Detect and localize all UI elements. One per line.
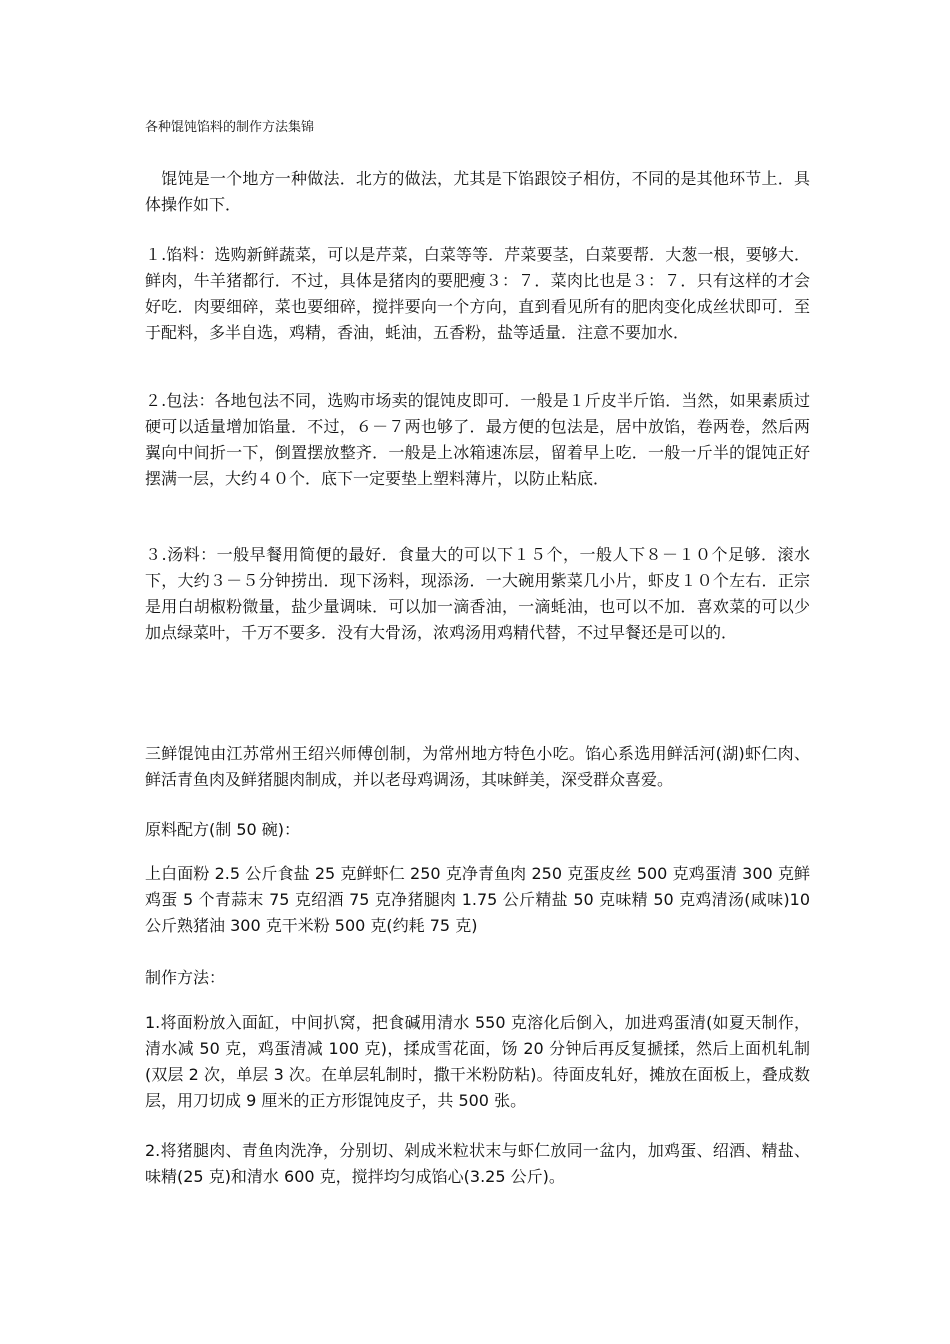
section-wrapping-paragraph: ２.包法：各地包法不同，选购市场卖的馄饨皮即可．一般是１斤皮半斤馅．当然，如果素质过硬可以适量增加馅量．不过，６－７两也够了．最方便的包法是，居中放馅，卷两卷，然后两翼向中间折一下，倒置摆放整齐．一般是上冰箱速冻层，留着早上吃．一般一斤半的馄饨正好摆满一层，大约４０个．底下一定要垫上塑料薄片，以防止粘底． — [145, 391, 810, 488]
recipe-heading: 原料配方(制 50 碗)： — [145, 820, 301, 839]
method-step-2: 2.将猪腿肉、青鱼肉洗净，分别切、剁成米粒状末与虾仁放同一盆内，加鸡蛋、绍酒、精盐、味精(25 克)和清水 600 克，搅拌均匀成馅心(3.25 公斤)。 — [145, 1141, 810, 1186]
section-filling-paragraph: １.馅料：选购新鲜蔬菜，可以是芹菜，白菜等等．芹菜要茎，白菜要帮．大葱一根，要够大．鲜肉，牛羊猪都行．不过，具体是猪肉的要肥瘦３：７．菜肉比也是３：７．只有这样的才会好吃．肉要细碎，菜也要细碎，搅拌要向一个方向，直到看见所有的肥肉变化成丝状即可．至于配料，多半自选，鸡精，香油，蚝油，五香粉，盐等适量．注意不要加水． — [145, 245, 810, 342]
intro-paragraph: 馄饨是一个地方一种做法．北方的做法，尤其是下馅跟饺子相仿，不同的是其他环节上．具体操作如下． — [145, 169, 810, 214]
method-heading: 制作方法： — [145, 968, 226, 987]
method-step-1: 1.将面粉放入面缸，中间扒窝，把食碱用清水 550 克溶化后倒入，加进鸡蛋清(如夏天制作，清水减 50 克，鸡蛋清减 100 克)，揉成雪花面，饧 20 分钟后再反复搋揉，然后上面机轧制(双层 2 次，单层 3 次。在单层轧制时，撒干米粉防粘)。待面皮轧好，摊放在面板上，叠成数层，用刀切成 9 厘米的正方形馄饨皮子，共 500 张。 — [145, 1013, 810, 1110]
section-soup-paragraph: ３.汤料：一般早餐用简便的最好．食量大的可以下１５个，一般人下８－１０个足够．滚水下，大约３－５分钟捞出．现下汤料，现添汤．一大碗用紫菜几小片，虾皮１０个左右．正宗是用白胡椒粉微量，盐少量调味．可以加一滴香油，一滴蚝油，也可以不加．喜欢菜的可以少加点绿菜叶，千万不要多．没有大骨汤，浓鸡汤用鸡精代替，不过早餐还是可以的． — [145, 545, 810, 642]
sanxian-intro-paragraph: 三鲜馄饨由江苏常州王绍兴师傅创制，为常州地方特色小吃。馅心系选用鲜活河(湖)虾仁肉、鲜活青鱼肉及鲜猪腿肉制成，并以老母鸡调汤，其味鲜美，深受群众喜爱。 — [145, 744, 810, 789]
document-title: 各种馄饨馅料的制作方法集锦 — [145, 120, 315, 135]
ingredients-paragraph: 上白面粉 2.5 公斤食盐 25 克鲜虾仁 250 克净青鱼肉 250 克蛋皮丝 500 克鸡蛋清 300 克鲜鸡蛋 5 个青蒜末 75 克绍酒 75 克净猪腿肉 1.75 公斤精盐 50 克味精 50 克鸡清汤(咸味)10 公斤熟猪油 300 克干米粉 500 克(约耗 75 克) — [145, 864, 810, 935]
